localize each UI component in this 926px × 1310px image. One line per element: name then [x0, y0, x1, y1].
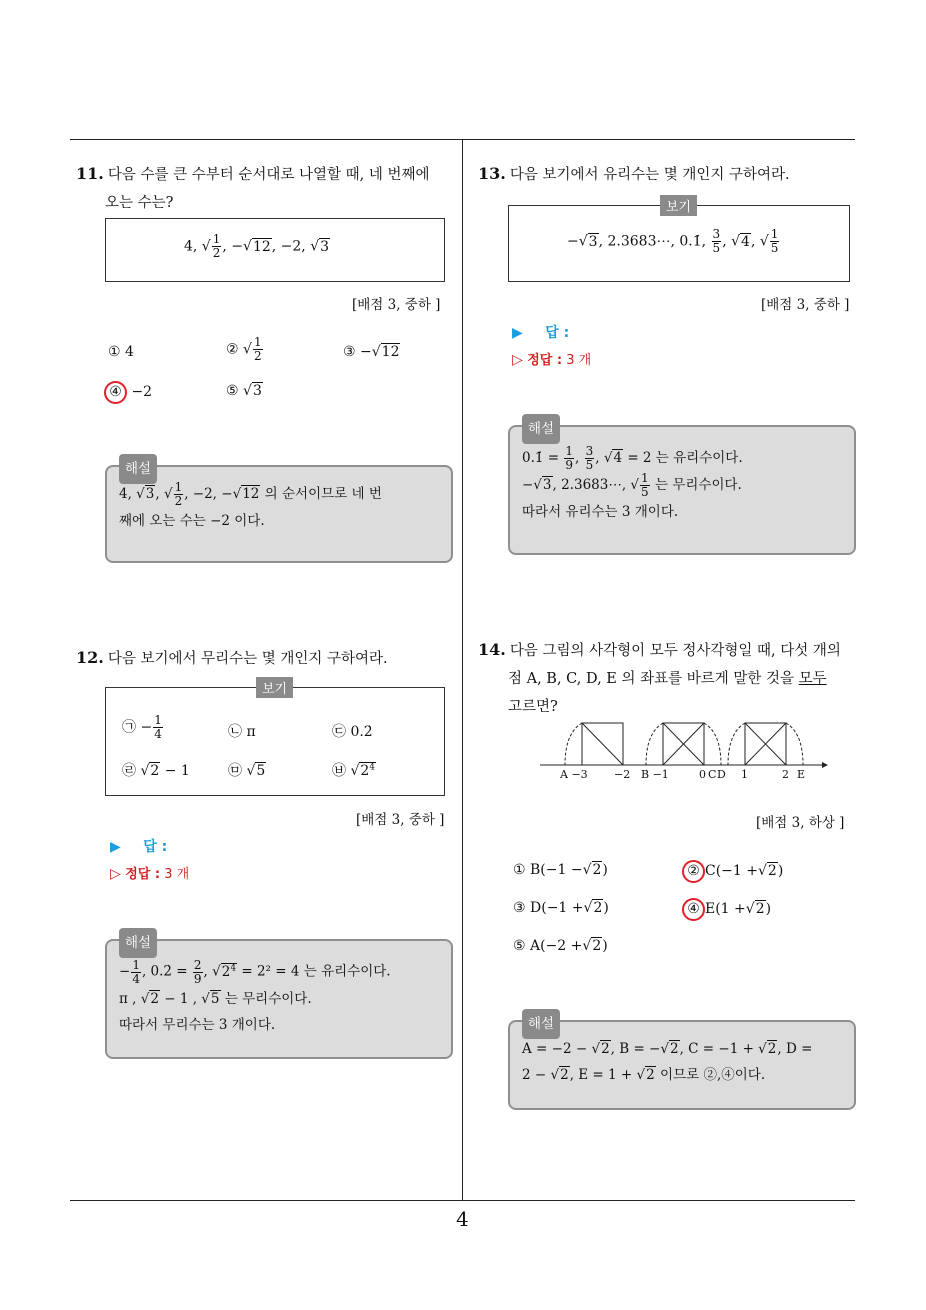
q13-expl-line3: 따라서 유리수는 3 개이다.	[522, 504, 679, 520]
selected-answer-circle: ④	[682, 898, 705, 921]
axis-label-1: 1	[741, 768, 748, 781]
q12-explanation	[105, 935, 453, 1059]
axis-label-a: A −3	[560, 768, 588, 781]
axis-label-b: B −1	[641, 768, 669, 781]
q14-option-1[interactable]: ① B(−1 −√2)	[513, 862, 608, 878]
q12-answer-row[interactable]	[110, 836, 167, 856]
q13-correct-value: 3 개	[566, 353, 592, 368]
arc-a	[565, 723, 582, 765]
square-1-diagonal	[582, 723, 623, 765]
q12-item-3: ㉢ 0.2̇	[332, 724, 373, 740]
q12-answer-label: 답 :	[143, 839, 168, 855]
q14-explanation	[508, 1016, 856, 1110]
q14-text-line1: 다음 그림의 사각형이 모두 정사각형일 때, 다섯 개의	[509, 643, 841, 659]
q11-expl-tag: 해설	[119, 454, 157, 484]
arc-c	[704, 723, 721, 765]
arc-e	[786, 723, 803, 765]
q12-text: 다음 보기에서 무리수는 몇 개인지 구하여라.	[107, 651, 388, 667]
q12-item-6: ㉥ $√2^4$	[332, 762, 376, 779]
q13-number: 13.	[478, 164, 506, 183]
q11-option-5[interactable]: ⑤ √3	[226, 383, 262, 399]
q13-answer-label: 답 :	[545, 325, 570, 341]
q11-expl-line1: 4, √3, √ $\frac{1}{2}$ , −2, −√12 의 순서이므로 네 번	[119, 480, 382, 508]
q13-score: [배점 3, 중하 ]	[761, 297, 850, 313]
q13-answer-row[interactable]	[512, 322, 569, 342]
q14-text-underlined: 모두	[798, 671, 827, 687]
q12-expl-line2: π , √2 − 1 , √5 는 무리수이다.	[119, 990, 312, 1007]
axis-label-m2: −2	[614, 768, 631, 781]
q14-expl-line2: 2 − √2, E = 1 + √2 이므로 ②,④이다.	[522, 1067, 766, 1083]
q14-option-5[interactable]: ⑤ A(−2 +√2)	[513, 938, 608, 954]
q13-correct-label: 정답 :	[527, 353, 563, 368]
q12-correct-row	[110, 863, 189, 882]
q14-text-line2: 점 A, B, C, D, E 의 좌표를 바르게 말한 것을	[508, 671, 795, 687]
q13-question	[478, 160, 858, 189]
q13-box-content: −√3, 2.3683⋯, 0.1̇, $\frac{3}{5}$ , √4, √ $\frac{1}{5}$	[567, 227, 779, 255]
q11-expl-line2: 째에 오는 수는 −2 이다.	[119, 513, 265, 529]
q14-text-line3: 고르면?	[508, 699, 558, 715]
axis-label-d: D	[717, 768, 726, 781]
q14-expl-line1: A = −2 − √2, B = −√2, C = −1 + √2, D =	[522, 1041, 813, 1057]
q11-option-1[interactable]: ① 4	[108, 344, 134, 360]
axis-label-c: C	[708, 768, 717, 781]
q12-expl-line1: − $\frac{1}{4}$ , 0.2̇ = $\frac{2}{9}$ , $√2^4 = 2^2 = 4$ 는 유리수이다.	[119, 957, 391, 986]
q11-box-content: 4, √ $\frac{1}{2}$ , −√12, −2, √3	[184, 232, 330, 260]
play-arrow-icon: ▶	[110, 839, 121, 855]
q11-number: 11.	[76, 164, 104, 183]
q14-score: [배점 3, 하상 ]	[756, 815, 845, 831]
q11-number-box	[105, 218, 445, 282]
q12-example-box	[105, 682, 445, 796]
q12-correct-value: 3 개	[164, 867, 190, 882]
q14-option-2[interactable]: ② C(−1 +√2)	[686, 860, 783, 883]
axis-label-e: E	[797, 768, 806, 781]
q14-number: 14.	[478, 640, 506, 659]
axis-label-0: 0	[699, 768, 706, 781]
q12-question	[76, 644, 461, 673]
q12-item-1: ㉠ − $\frac{1}{4}$	[122, 713, 162, 741]
q13-box-tag: 보기	[660, 195, 697, 216]
q13-correct-row	[512, 349, 591, 368]
q12-number: 12.	[76, 648, 104, 667]
q13-explanation	[508, 421, 856, 555]
arc-b	[646, 723, 663, 765]
q14-question	[478, 636, 863, 721]
q14-expl-tag: 해설	[522, 1009, 560, 1039]
q12-expl-tag: 해설	[119, 928, 157, 958]
q14-option-3[interactable]: ③ D(−1 +√2)	[513, 900, 609, 916]
hollow-arrow-icon: ▷	[512, 352, 523, 368]
bottom-rule	[70, 1200, 855, 1201]
q12-box-tag: 보기	[256, 677, 293, 698]
q14-number-line-figure	[535, 715, 835, 785]
q12-expl-line3: 따라서 무리수는 3 개이다.	[119, 1016, 276, 1033]
q12-score: [배점 3, 중하 ]	[356, 812, 445, 828]
selected-answer-circle: ②	[682, 860, 705, 883]
q13-example-box	[508, 200, 850, 282]
selected-answer-circle: ④	[104, 381, 127, 404]
q11-question	[76, 160, 461, 217]
q11-option-2[interactable]: ② √ $\frac{1}{2}$	[226, 335, 262, 363]
hollow-arrow-icon: ▷	[110, 866, 121, 882]
q11-explanation	[105, 461, 453, 563]
q11-option-4[interactable]: ④ −2	[108, 381, 152, 404]
q12-item-4: ㉣ √2 − 1	[122, 763, 190, 779]
axis-label-2: 2	[782, 768, 789, 781]
q12-correct-label: 정답 :	[125, 867, 161, 882]
q12-item-2: ㉡ π	[228, 724, 256, 740]
play-arrow-icon: ▶	[512, 325, 523, 341]
q12-item-5: ㉤ √5	[228, 763, 266, 779]
q13-text: 다음 보기에서 유리수는 몇 개인지 구하여라.	[509, 167, 790, 183]
column-divider	[462, 139, 463, 1201]
q11-score: [배점 3, 중하 ]	[352, 297, 441, 313]
q11-text-line2: 오는 수는?	[105, 195, 174, 211]
q13-expl-tag: 해설	[522, 414, 560, 444]
arc-d	[728, 723, 745, 765]
q13-expl-line1: 0.1̇ = $\frac{1}{9}$ , $\frac{3}{5}$ , √4 = 2 는 유리수이다.	[522, 444, 743, 472]
q11-text-line1: 다음 수를 큰 수부터 순서대로 나열할 때, 네 번째에	[107, 167, 430, 183]
q13-expl-line2: −√3, 2.3683⋯, √ $\frac{1}{5}$ 는 무리수이다.	[522, 471, 742, 499]
q11-option-3[interactable]: ③ −√12	[343, 344, 400, 360]
q14-option-4[interactable]: ④ E(1 +√2)	[686, 898, 771, 921]
page-number: 4	[456, 1207, 469, 1231]
